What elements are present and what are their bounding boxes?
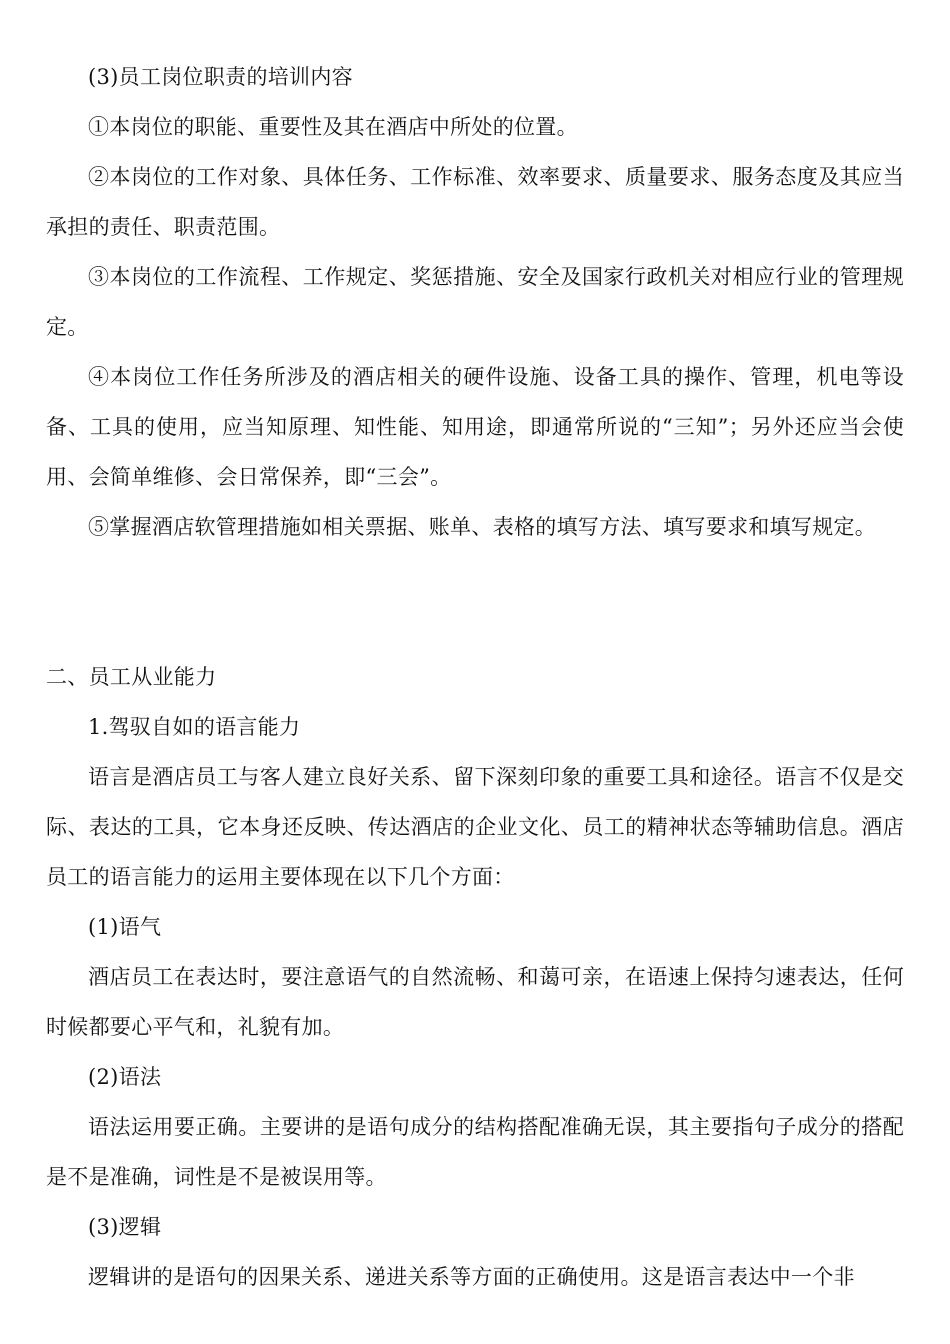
point-heading-grammar: (2)语法 (88, 1065, 162, 1089)
list-item: ⑤掌握酒店软管理措施如相关票据、账单、表格的填写方法、填写要求和填写规定。 (88, 515, 877, 539)
point-heading-logic: (3)逻辑 (88, 1215, 162, 1239)
point-text-logic: 逻辑讲的是语句的因果关系、递进关系等方面的正确使用。这是语言表达中一个非 (88, 1265, 855, 1289)
list-item: ①本岗位的职能、重要性及其在酒店中所处的位置。 (88, 115, 578, 139)
point-heading-tone: (1)语气 (88, 915, 162, 939)
list-item: ③本岗位的工作流程、工作规定、奖惩措施、安全及国家行政机关对相应行业的管理规定。 (46, 265, 904, 339)
section-title: 二、员工从业能力 (46, 665, 217, 689)
document-page (46, 52, 904, 1302)
point-text-grammar: 语法运用要正确。主要讲的是语句成分的结构搭配准确无误，其主要指句子成分的搭配是不是准确，词性是不是被误用等。 (46, 1115, 904, 1189)
training-content-heading: (3)员工岗位职责的培训内容 (88, 65, 353, 89)
list-item: ②本岗位的工作对象、具体任务、工作标准、效率要求、质量要求、服务态度及其应当承担的责任、职责范围。 (46, 165, 904, 239)
point-text-tone: 酒店员工在表达时，要注意语气的自然流畅、和蔼可亲，在语速上保持匀速表达，任何时候都要心平气和，礼貌有加。 (46, 965, 904, 1039)
list-item: ④本岗位工作任务所涉及的酒店相关的硬件设施、设备工具的操作、管理，机电等设备、工具的使用，应当知原理、知性能、知用途，即通常所说的“三知”；另外还应当会使用、会简单维修、会日常保养，即“三会”。 (46, 365, 904, 489)
subsection-title: 1.驾驭自如的语言能力 (88, 715, 301, 739)
section-gap (46, 552, 904, 652)
intro-paragraph: 语言是酒店员工与客人建立良好关系、留下深刻印象的重要工具和途径。语言不仅是交际、表达的工具，它本身还反映、传达酒店的企业文化、员工的精神状态等辅助信息。酒店员工的语言能力的运用主要体现在以下几个方面： (46, 765, 904, 889)
